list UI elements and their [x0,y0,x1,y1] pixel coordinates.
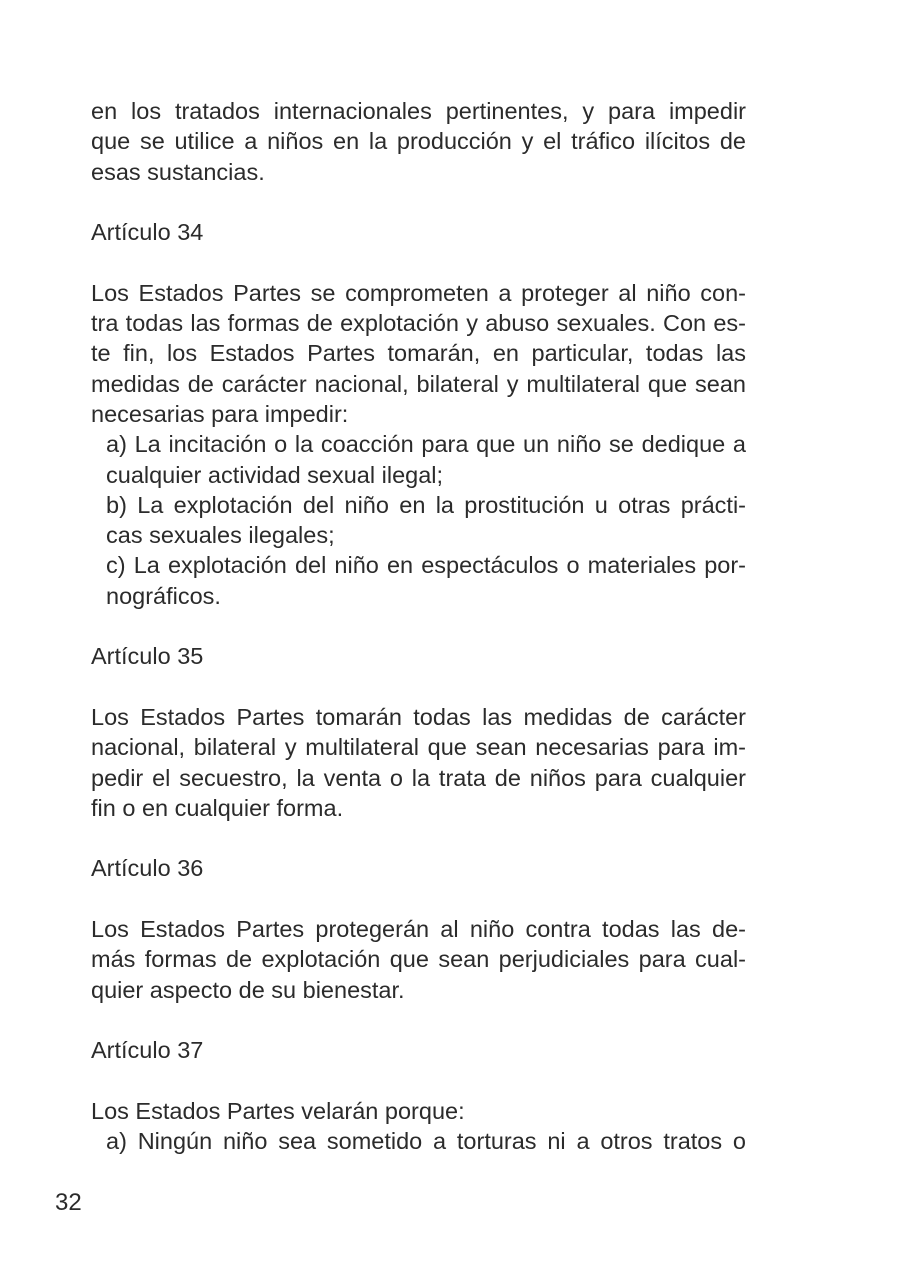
article-heading: Artículo 37 [91,1037,204,1064]
document-page [91,96,746,1156]
article-body [91,278,746,429]
text-line: fin o en cualquier forma. [91,794,344,821]
list-item [91,1126,746,1156]
article-heading: Artículo 35 [91,643,204,670]
article-list [91,429,746,611]
text-line: cas sexuales ilegales; [106,522,335,549]
text-line: a) Ningún niño sea sometido a torturas ni a otros tratos o [106,1128,746,1155]
text-line: te fin, los Estados Partes tomarán, en particular, todas las [91,340,746,367]
text-line: Los Estados Partes se comprometen a proteger al niño con- [91,279,746,306]
article-list [91,1126,746,1156]
article-body [91,702,746,823]
article-34 [91,217,746,611]
list-item [91,490,746,551]
text-line: Los Estados Partes velarán porque: [91,1097,465,1124]
text-line: quier aspecto de su bienestar. [91,976,405,1003]
article-35 [91,641,746,823]
article-body [91,1096,746,1126]
continuation-paragraph [91,96,746,187]
page-number: 32 [55,1189,82,1216]
text-line: nacional, bilateral y multilateral que sean necesarias para im- [91,734,746,761]
text-line: Los Estados Partes tomarán todas las medidas de carácter [91,703,746,730]
text-line: necesarias para impedir: [91,400,349,427]
text-line: en los tratados internacionales pertinentes, y para impedir [91,98,746,124]
text-line: b) La explotación del niño en la prostitución u otras prácti- [106,491,746,518]
text-line: a) La incitación o la coacción para que un niño se dedique a [106,431,746,458]
text-line: nográficos. [106,582,221,609]
text-line: cualquier actividad sexual ilegal; [106,461,444,488]
list-item [91,550,746,611]
text-line: que se utilice a niños en la producción y el tráfico ilícitos de [91,128,746,155]
text-line: pedir el secuestro, la venta o la trata de niños para cualquier [91,764,746,791]
text-line: c) La explotación del niño en espectáculos o materiales por- [106,552,746,579]
article-heading: Artículo 36 [91,855,204,882]
article-37 [91,1035,746,1156]
text-line: tra todas las formas de explotación y abuso sexuales. Con es- [91,310,746,337]
article-heading: Artículo 34 [91,219,204,246]
article-36 [91,853,746,1004]
text-line: más formas de explotación que sean perjudiciales para cual- [91,946,746,973]
text-line: Los Estados Partes protegerán al niño contra todas las de- [91,916,746,943]
text-line: esas sustancias. [91,158,265,185]
article-body [91,914,746,1005]
text-line: medidas de carácter nacional, bilateral y multilateral que sean [91,370,746,397]
list-item [91,429,746,490]
